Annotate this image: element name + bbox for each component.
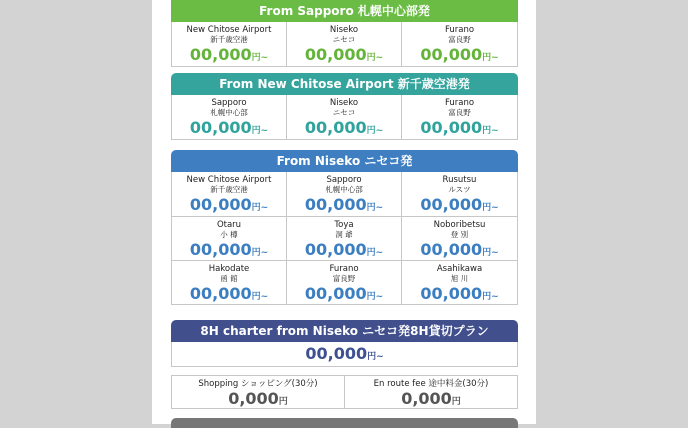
destination-name-en: Furano: [444, 98, 475, 108]
destination-name-en: Niseko: [329, 25, 359, 35]
price-unit: 円~: [482, 248, 499, 258]
destination-name-en: Noboribetsu: [433, 220, 486, 230]
price-value: 00,000: [304, 240, 367, 259]
section-title: From Sapporo 札幌中心部発: [171, 0, 518, 22]
destination-name-jp: ニセコ: [332, 35, 356, 44]
price-unit: 円~: [366, 53, 384, 63]
price-unit: 円: [451, 397, 461, 407]
destination-name-jp: 富良野: [332, 274, 356, 283]
charter-price: [171, 342, 518, 367]
destination-cell: [172, 95, 287, 139]
destination-name-en: Sapporo: [326, 175, 362, 185]
destination-cell: [172, 172, 287, 216]
price-value: 0,000: [228, 389, 279, 408]
price-unit: 円~: [482, 53, 499, 63]
price-unit: 円~: [251, 53, 269, 63]
price-value: 00,000: [189, 45, 252, 64]
section-from-sapporo: [171, 0, 518, 67]
price-unit: 円~: [366, 248, 384, 258]
destination-grid: [171, 22, 518, 67]
price-value: 00,000: [420, 240, 483, 259]
destination-cell: [402, 216, 517, 260]
section-title: 8H charter from Niseko ニセコ発8H貸切プラン: [171, 320, 518, 342]
destination-name-en: Otaru: [216, 220, 242, 230]
destination-name-jp: 新千歳空港: [210, 35, 248, 44]
price-value: 00,000: [304, 45, 367, 64]
destination-cell: [287, 216, 402, 260]
price-value: 00,000: [189, 284, 252, 303]
price-value: 00,000: [189, 240, 252, 259]
destination-cell: [402, 22, 517, 66]
destination-name-jp: ニセコ: [332, 108, 356, 117]
destination-name-en: Toya: [334, 220, 354, 230]
destination-cell: [402, 260, 517, 304]
destination-cell: [402, 172, 517, 216]
destination-cell: [172, 216, 287, 260]
next-section-header: [171, 418, 518, 428]
price-unit: 円~: [251, 248, 269, 258]
destination-name-jp: 洞 爺: [335, 230, 353, 239]
destination-cell: [287, 22, 402, 66]
destination-name-jp: 小 樽: [220, 230, 238, 239]
destination-name-jp: 富良野: [448, 35, 471, 44]
price-value: 00,000: [304, 195, 367, 214]
destination-grid: [171, 172, 518, 305]
destination-name-en: Sapporo: [211, 98, 247, 108]
section-title: From New Chitose Airport 新千歳空港発: [171, 73, 518, 95]
destination-name-jp: 旭 川: [450, 274, 469, 283]
destination-name-jp: 札幌中心部: [325, 185, 363, 194]
section-charter: [171, 320, 518, 367]
price-value: 00,000: [304, 284, 367, 303]
price-unit: 円~: [482, 203, 499, 213]
destination-cell: [402, 95, 517, 139]
price-unit: 円~: [251, 126, 269, 136]
price-value: 00,000: [189, 195, 252, 214]
destination-name-en: Niseko: [329, 98, 359, 108]
price-unit: 円: [278, 397, 288, 407]
extra-fee-label: Shopping ショッピング(30分): [198, 379, 318, 389]
price-value: 00,000: [305, 344, 368, 363]
extra-fees: [171, 375, 518, 409]
price-value: 00,000: [420, 195, 483, 214]
section-from-airport: [171, 73, 518, 140]
destination-name-en: New Chitose Airport: [186, 175, 272, 185]
destination-cell: [172, 260, 287, 304]
destination-cell: [287, 172, 402, 216]
price-value: 0,000: [401, 389, 452, 408]
price-unit: 円~: [251, 292, 269, 302]
extra-fee-en-route: [345, 376, 517, 408]
destination-name-jp: 函 館: [220, 274, 238, 283]
price-unit: 円~: [366, 126, 384, 136]
destination-cell: [172, 22, 287, 66]
price-value: 00,000: [420, 45, 483, 64]
price-unit: 円~: [366, 292, 384, 302]
extra-fee-label: En route fee 途中料金(30分): [373, 379, 489, 389]
destination-name-jp: 新千歳空港: [210, 185, 248, 194]
destination-cell: [287, 95, 402, 139]
price-unit: 円~: [251, 203, 269, 213]
destination-name-en: Rusutsu: [442, 175, 477, 185]
price-value: 00,000: [420, 284, 483, 303]
destination-grid: [171, 95, 518, 140]
destination-name-jp: ルスツ: [448, 185, 471, 194]
price-value: 00,000: [304, 118, 367, 137]
section-title: From Niseko ニセコ発: [171, 150, 518, 172]
destination-name-en: Hakodate: [208, 264, 250, 274]
destination-name-en: Furano: [444, 25, 475, 35]
destination-cell: [287, 260, 402, 304]
price-unit: 円~: [482, 292, 499, 302]
extra-fee-shopping: [172, 376, 345, 408]
price-value: 00,000: [420, 118, 483, 137]
price-unit: 円~: [367, 352, 384, 362]
section-from-niseko: [171, 150, 518, 305]
price-unit: 円~: [482, 126, 499, 136]
destination-name-jp: 札幌中心部: [210, 108, 248, 117]
price-unit: 円~: [366, 203, 384, 213]
destination-name-en: Furano: [329, 264, 359, 274]
price-value: 00,000: [189, 118, 252, 137]
destination-name-en: Asahikawa: [436, 264, 483, 274]
destination-name-jp: 登 別: [450, 230, 469, 239]
destination-name-jp: 富良野: [448, 108, 471, 117]
destination-name-en: New Chitose Airport: [186, 25, 272, 35]
